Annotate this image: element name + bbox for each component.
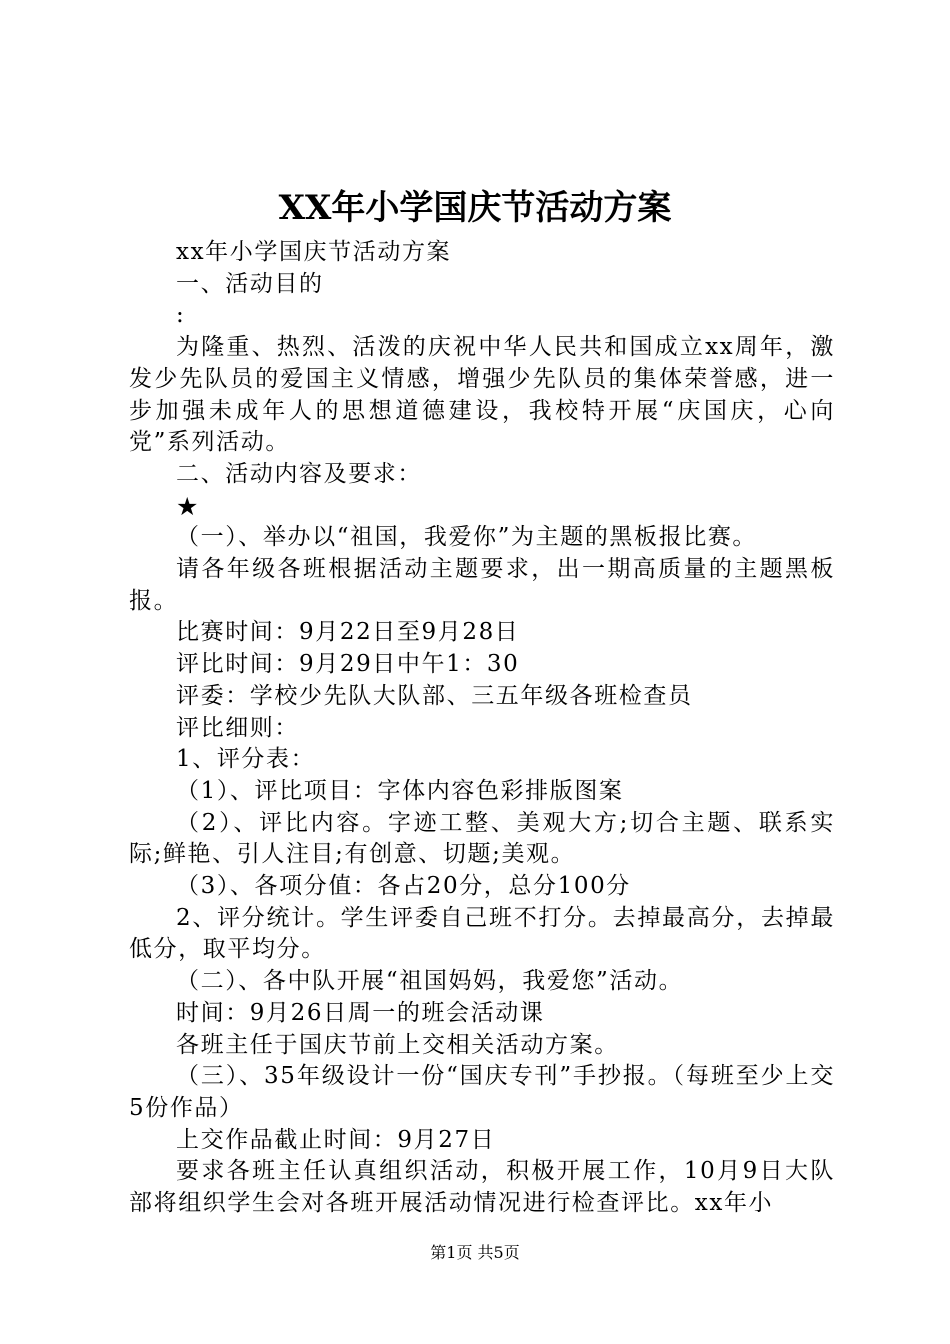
paragraph-item-1-desc: 请各年级各班根据活动主题要求，出一期高质量的主题黑板报。 <box>129 556 835 614</box>
section-heading-content: 二、活动内容及要求： <box>176 460 422 487</box>
paragraph-subtitle: xx年小学国庆节活动方案 <box>176 239 452 265</box>
paragraph-score-stats: 2、评分统计。学生评委自己班不打分。去掉最高分，去掉最低分，取平均分。 <box>129 904 835 963</box>
paragraph-score-item-3: （3）、各项分值：各占20分，总分100分 <box>176 873 631 900</box>
paragraph-item-1: （一）、举办以“祖国，我爱你”为主题的黑板报比赛。 <box>176 524 758 551</box>
paragraph-item-3-deadline: 上交作品截止时间：9月27日 <box>176 1126 496 1153</box>
paragraph-purpose: 为隆重、热烈、活泼的庆祝中华人民共和国成立xx周年，激发少先队员的爱国主义情感，增强少先队员的集体荣誉感，进一步加强未成年人的思想道德建设，我校特开展“庆国庆，心向党”系列活动。 <box>129 334 835 456</box>
paragraph-rules: 评比细则： <box>176 714 299 741</box>
document-title: XX年小学国庆节活动方案 <box>278 188 672 228</box>
star-icon: ★ <box>176 491 201 521</box>
paragraph-judges: 评委：学校少先队大队部、三五年级各班检查员 <box>176 682 693 709</box>
paragraph-item-3: （三）、35年级设计一份“国庆专刊”手抄报。（每班至少上交5份作品） <box>129 1063 835 1121</box>
paragraph-score-item-2: （2）、评比内容。字迹工整、美观大方;切合主题、联系实际;鲜艳、引人注目;有创意、切题;美观。 <box>129 809 835 868</box>
paragraph-colon: : <box>176 302 186 329</box>
paragraph-requirements: 要求各班主任认真组织活动，积极开展工作，10月9日大队部将组织学生会对各班开展活动情况进行检查评比。xx年小 <box>129 1158 835 1217</box>
document-body <box>129 237 835 1220</box>
paragraph-judging-time: 评比时间：9月29日中午1：30 <box>176 651 520 678</box>
paragraph-score-table: 1、评分表： <box>176 746 316 773</box>
paragraph-score-item-1: （1）、评比项目：字体内容色彩排版图案 <box>176 777 624 804</box>
paragraph-item-2: （二）、各中队开展“祖国妈妈，我爱您”活动。 <box>176 968 684 995</box>
page-footer: 第1页 共5页 <box>430 1243 520 1262</box>
paragraph-item-2-plan: 各班主任于国庆节前上交相关活动方案。 <box>176 1031 619 1058</box>
paragraph-item-2-time: 时间：9月26日周一的班会活动课 <box>176 999 545 1026</box>
section-heading-purpose: 一、活动目的 <box>176 270 324 297</box>
paragraph-competition-time: 比赛时间：9月22日至9月28日 <box>176 619 520 646</box>
